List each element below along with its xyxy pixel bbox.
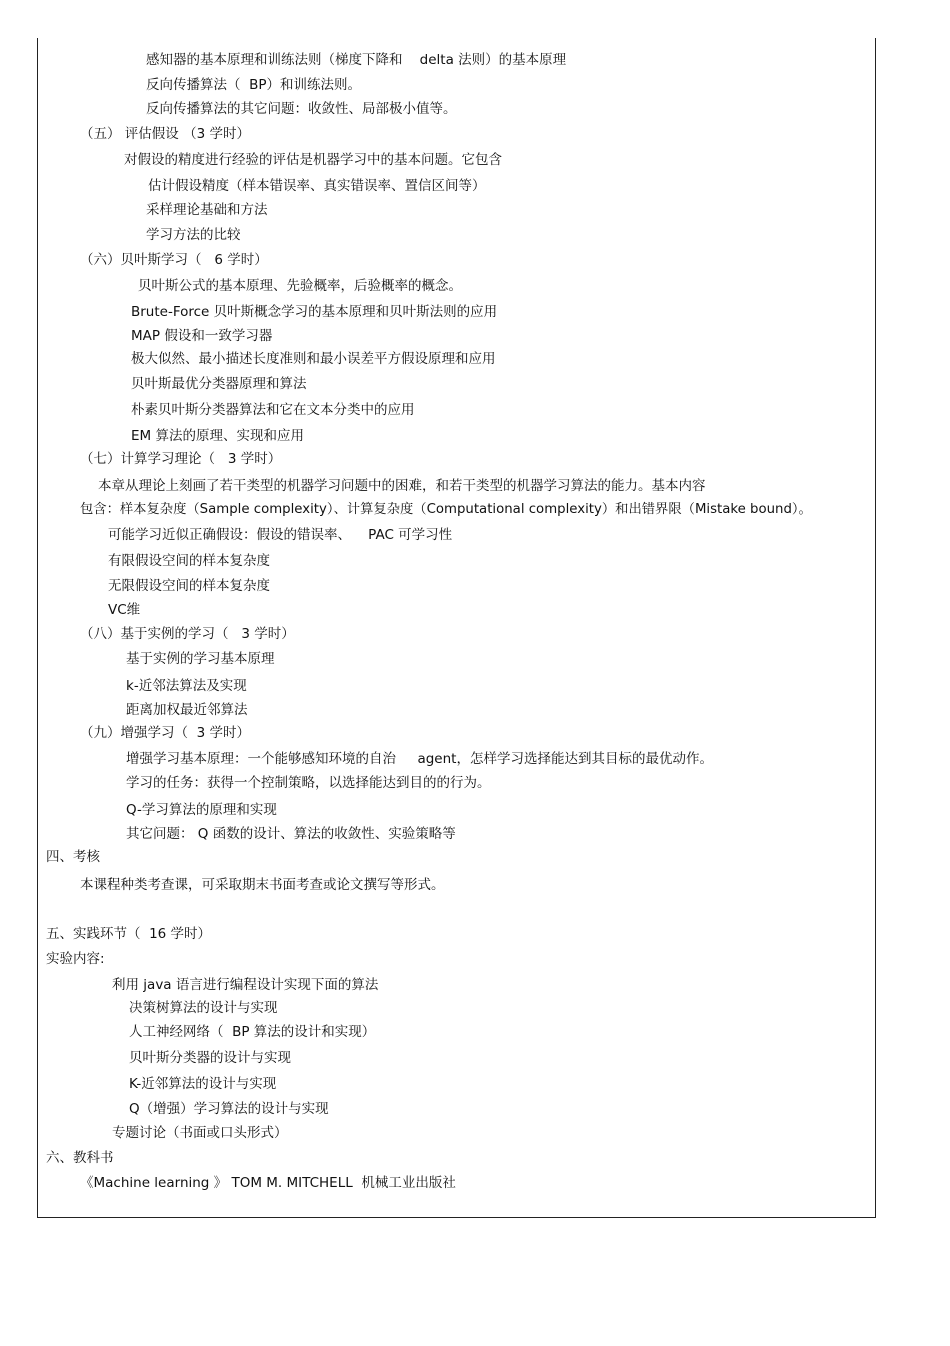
section-heading: （六）贝叶斯学习（ 6 学时） [80,252,268,268]
text-line: 本课程种类考查课，可采取期末书面考查或论文撰写等形式。 [80,877,445,893]
text-line: 距离加权最近邻算法 [126,702,248,718]
text-line: 实验内容: [46,951,105,967]
text-line: 本章从理论上刻画了若干类型的机器学习问题中的困难，和若干类型的机器学习算法的能力。基本内容 [98,478,706,494]
text-line: 可能学习近似正确假设：假设的错误率、 PAC 可学习性 [108,527,453,543]
text-line: 学习方法的比较 [146,227,241,243]
text-line: 感知器的基本原理和训练法则（梯度下降和 delta 法则）的基本原理 [146,52,567,68]
text-line: 反向传播算法的其它问题：收敛性、局部极小值等。 [146,101,457,117]
text-line: 决策树算法的设计与实现 [129,1000,278,1016]
text-line: 学习的任务：获得一个控制策略，以选择能达到目的的行为。 [126,775,491,791]
section-heading: （九）增强学习（ 3 学时） [80,725,250,741]
text-line: K-近邻算法的设计与实现 [129,1076,277,1092]
text-line: 包含：样本复杂度（Sample complexity）、计算复杂度（Computational complexity）和出错界限（Mistake bound）。 [80,502,812,517]
section-heading: （八）基于实例的学习（ 3 学时） [80,626,295,642]
text-line: 反向传播算法（ BP）和训练法则。 [146,77,361,93]
text-line: 朴素贝叶斯分类器算法和它在文本分类中的应用 [131,402,415,418]
text-line: 无限假设空间的样本复杂度 [108,578,270,594]
text-line: EM 算法的原理、实现和应用 [131,428,304,444]
text-line: 采样理论基础和方法 [146,202,268,218]
text-line: 增强学习基本原理：一个能够感知环境的自治 agent，怎样学习选择能达到其目标的最优动作。 [126,751,713,767]
text-line: k-近邻法算法及实现 [126,678,247,694]
text-line: 估计假设精度（样本错误率、真实错误率、置信区间等） [148,178,486,194]
text-line: Brute-Force 贝叶斯概念学习的基本原理和贝叶斯法则的应用 [131,304,498,320]
text-line: Q-学习算法的原理和实现 [126,802,277,818]
text-line: 其它问题： Q 函数的设计、算法的收敛性、实验策略等 [126,826,456,842]
text-line: 人工神经网络（ BP 算法的设计和实现） [129,1024,376,1040]
text-line: 贝叶斯公式的基本原理、先验概率，后验概率的概念。 [138,278,462,294]
text-line: MAP 假设和一致学习器 [131,328,273,344]
text-line: 贝叶斯分类器的设计与实现 [129,1050,291,1066]
text-line: 对假设的精度进行经验的评估是机器学习中的基本问题。它包含 [124,152,502,168]
section-heading: （五） 评估假设 （3 学时） [80,126,250,142]
section-heading: 四、考核 [46,849,100,865]
text-line: 有限假设空间的样本复杂度 [108,553,270,569]
text-line: 专题讨论（书面或口头形式） [112,1125,288,1141]
section-heading: （七）计算学习理论（ 3 学时） [80,451,282,467]
text-line: 贝叶斯最优分类器原理和算法 [131,376,307,392]
section-heading: 六、教科书 [46,1150,114,1166]
textbook-line: 《Machine learning 》 TOM M. MITCHELL 机械工业出版社 [80,1175,456,1191]
text-line: 基于实例的学习基本原理 [126,651,275,667]
section-heading: 五、实践环节（ 16 学时） [46,926,212,942]
text-line: 利用 java 语言进行编程设计实现下面的算法 [112,977,379,993]
text-line: Q（增强）学习算法的设计与实现 [129,1101,329,1117]
text-line: VC维 [108,602,141,618]
text-line: 极大似然、最小描述长度准则和最小误差平方假设原理和应用 [131,351,496,367]
